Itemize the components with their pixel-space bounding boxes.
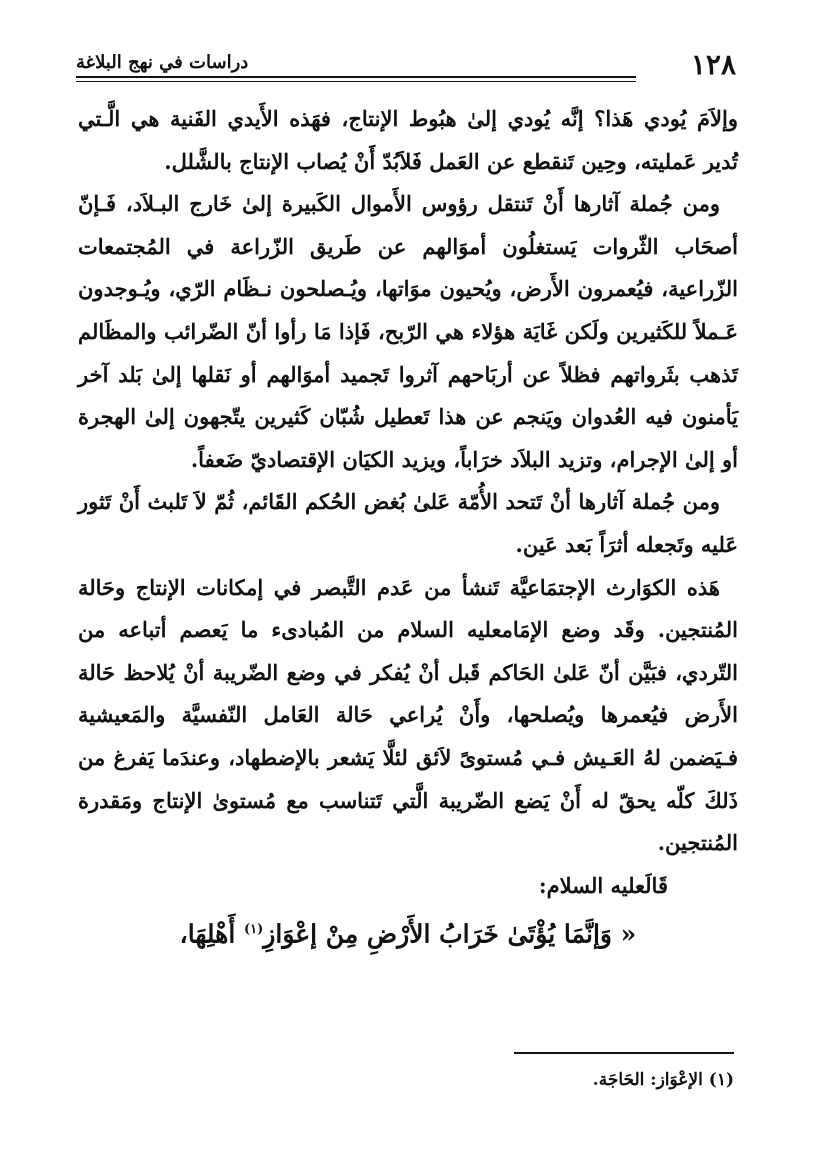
main-text <box>78 98 738 958</box>
header-rule-thin <box>76 81 636 82</box>
page-number: ١٢٨ <box>690 48 736 81</box>
quotation <box>78 907 738 957</box>
paragraph-3: ومن جُملة آثارها أنْ تَتحد الأُمّة عَلىٰ بُغض الحُكم القَائم، ثُمّ لاَ تَلبث أَنْ تَثور عَليه وتَجعله أثرَاً بَعد عَين. <box>78 489 738 557</box>
paragraph-2: ومن جُملة آثارها أَنْ تَنتقل رؤوس الأَموال الكَبيرة إلىٰ خَارج البـلاَد، فَـإنّ أصحَاب الثّروات يَستغلُون أموَالهم عن طَريق الزّراعة في المُجتمعات الزّراعية، فيُعمرون الأَرض، ويُحيون موَاتها، ويُـصلحون نـظَام الرّي، ويُـوجدون عَـملاً للكَثيرين ولَكن غَايَة هؤلاء هي الرّبح، فَإذا مَا رأوا أنّ الضّرائب والمظَالم تَذهب بثَرواتهم فظلاً عن أربَاحهم آثروا تَجميد أموَالهم أو نَقلها إلىٰ بَلد آخر يَأمنون فيه العُدوان ويَنجم عن هذا تَعطيل شُبّان كَثيرين يتّجهون إلىٰ الهجرة أو إلىٰ الإجرام، وتزيد البلاَد خرَاباً، ويزيد الكيَان الإقتصاديّ ضَعفاً. <box>78 191 738 472</box>
footnote-rule <box>514 1052 734 1054</box>
paragraph-1: وإلاَمَ يُودي هَذا؟ إنَّه يُودي إلىٰ هبُوط الإنتاج، فهَذه الأَيدي الفَنية هي الَّـتي تُدير عَمليته، وحِين تَنقطع عن العَمل فَلاَبُدّ أَنْ يُصاب الإنتاج بالشَّلل. <box>78 106 738 174</box>
quote-tail: أَهْلِهَا، <box>179 919 244 949</box>
header-rule <box>76 76 636 78</box>
footnote: (١) الإعْوَاز: الحَاجَة. <box>592 1070 734 1090</box>
running-header <box>76 40 736 88</box>
said-line: قَالَعليه السلام: <box>538 872 668 898</box>
quote-text: « وَإنَّمَا يُؤْتَىٰ خَرَابُ الأَرْضِ مِنْ إعْوَازِ <box>263 919 637 949</box>
book-title: دراسات في نهج البلاغة <box>76 52 249 73</box>
footnote-marker: (١) <box>244 922 264 938</box>
paragraph-4: هَذه الكوَارث الإجتمَاعيَّة تَنشأ من عَدم التَّبصر في إمكانات الإنتاج وحَالة المُنتجين. وقَد وضع الإمَامعليه السلام من المُبادىء ما يَعصم أتباعه من التّردي، فبَيَّن أنّ عَلىٰ الحَاكم قَبل أنْ يُفكر في وضع الضّريبة أنْ يُلاحظ حَالة الأَرض فيُعمرها ويُصلحها، وأَنْ يُراعي حَالة العَامل النّفسيَّة والمَعيشية فـيَضمن لهُ العَـيش فـي مُستوىً لاَئق لئلَّا يَشعر بالإضطهاد، وعندَما يَفرغ من ذَلكَ كلّه يحقّ له أَنْ يَضع الضّريبة الَّتي تَتناسب مع مُستوىٰ الإنتاج ومَقدرة المُنتجين. <box>78 574 738 856</box>
